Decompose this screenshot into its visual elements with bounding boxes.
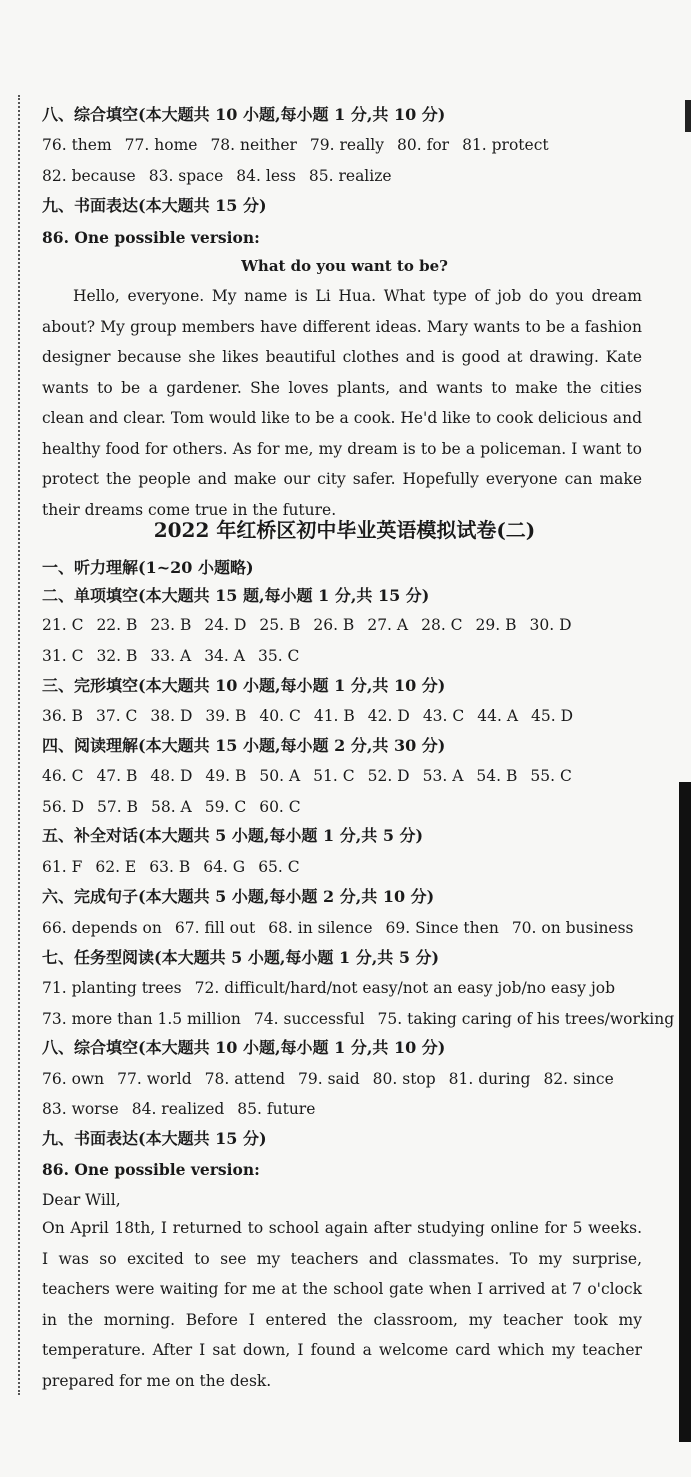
answer-row [42,857,313,877]
answer-item: 37. C [95,707,138,725]
answer-item: 29. B [475,616,517,634]
answer-item: 50. A [259,767,301,785]
answer-row [42,166,405,186]
answer-item: 58. A [150,798,192,816]
section-heading: 一、听力理解(1~20 小题略) [42,558,254,577]
answer-item: 70. on business [511,919,634,937]
answer-item: 25. B [259,616,301,634]
answer-item: 41. B [313,707,355,725]
answer-row [42,797,314,817]
answer-row [42,135,562,155]
section-heading: 四、阅读理解(本大题共 15 小题,每小题 2 分,共 30 分) [42,736,446,755]
binding-dotted-line [18,95,20,1395]
exam-title: 2022 年红桥区初中毕业英语模拟试卷(二) [153,518,536,542]
answer-item: 55. C [530,767,572,785]
answer-item: 31. C [42,647,84,665]
answer-row [42,978,628,998]
answer-item: 85. realize [308,167,392,185]
answer-row [42,1099,328,1119]
answer-row [42,1009,687,1029]
answer-item: 63. B [149,858,191,876]
answer-item: 45. D [531,707,574,725]
answer-item: 54. B [476,767,518,785]
answer-row [42,615,585,635]
answer-row [42,1069,627,1089]
answer-item: 72. difficult/hard/not easy/not an easy job/no easy job [194,979,616,997]
answer-row [42,918,647,938]
answer-item: 36. B [42,707,83,725]
answer-item: 80. stop [372,1070,436,1088]
section-heading: 三、完形填空(本大题共 10 小题,每小题 1 分,共 10 分) [42,676,446,695]
answer-item: 73. more than 1.5 million [42,1010,241,1028]
answer-item: 34. A [204,647,245,665]
answer-item: 53. A [422,767,464,785]
answer-item: 76. them [42,136,112,154]
answer-item: 21. C [42,616,84,634]
section-heading: 二、单项填空(本大题共 15 题,每小题 1 分,共 15 分) [42,586,430,605]
answer-item: 82. because [42,167,136,185]
answer-item: 79. really [309,136,384,154]
answer-item: 85. future [237,1100,316,1118]
answer-row [42,706,586,726]
answer-item: 24. D [204,616,247,634]
section-heading: 八、综合填空(本大题共 10 小题,每小题 1 分,共 10 分) [42,1038,446,1057]
answer-item: 78. attend [204,1070,285,1088]
answer-item: 35. C [257,647,300,665]
answer-item: 67. fill out [174,919,256,937]
essay-title: What do you want to be? [241,257,448,275]
answer-item: 76. own [42,1070,105,1088]
section-heading: 九、书面表达(本大题共 15 分) [42,196,267,215]
answer-item: 83. worse [42,1100,119,1118]
letter-greeting: Dear Will, [42,1191,121,1209]
answer-item: 47. B [96,767,138,785]
answer-item: 57. B [97,798,138,816]
essay-text [42,281,642,525]
answer-item: 80. for [397,136,450,154]
answer-item: 62. E [95,858,137,876]
section-heading: 七、任务型阅读(本大题共 5 小题,每小题 1 分,共 5 分) [42,948,440,967]
essay-paragraph: Hello, everyone. My name is Li Hua. What type of job do you dream about? My group members have different ideas. Mary wants to be a fashion designer because she likes beautiful clothes and is good at drawing. Kate wants to be a gardener. She loves plants, and wants to make the cities clean and clear. Tom would like to be a cook. He'd like to cook delicious and healthy food for others. As for me, my dream is to be a policeman. I want to protect the people and make our city safer. Hopefully everyone can make their dreams come true in the future. [42,287,642,519]
answer-item: 84. realized [131,1100,225,1118]
answer-row [42,646,312,666]
answer-item: 64. G [203,858,246,876]
scan-edge-mark [685,100,691,132]
answer-item: 82. since [543,1070,614,1088]
answer-item: 32. B [96,647,138,665]
answer-item: 59. C [204,798,247,816]
answer-item: 46. C [42,767,84,785]
sample-label: 86. One possible version: [42,1160,260,1179]
answer-item: 77. home [124,136,198,154]
answer-item: 69. Since then [385,919,499,937]
answer-item: 74. successful [253,1010,365,1028]
answer-item: 81. during [448,1070,531,1088]
section-heading: 六、完成句子(本大题共 5 小题,每小题 2 分,共 10 分) [42,887,435,906]
answer-item: 71. planting trees [42,979,182,997]
letter-text [42,1213,642,1396]
answer-item: 61. F [42,858,83,876]
answer-row [42,766,585,786]
section-heading: 八、综合填空(本大题共 10 小题,每小题 1 分,共 10 分) [42,105,446,124]
section-heading: 五、补全对话(本大题共 5 小题,每小题 1 分,共 5 分) [42,826,424,845]
answer-item: 30. D [529,616,572,634]
answer-item: 77. world [117,1070,192,1088]
answer-item: 84. less [236,167,296,185]
answer-item: 38. D [150,707,193,725]
answer-item: 42. D [367,707,410,725]
answer-item: 68. in silence [268,919,373,937]
answer-item: 78. neither [210,136,297,154]
answer-item: 39. B [205,707,247,725]
section-heading: 九、书面表达(本大题共 15 分) [42,1129,267,1148]
answer-item: 83. space [148,167,224,185]
answer-item: 52. D [367,767,410,785]
sample-label: 86. One possible version: [42,228,260,247]
scan-edge-shadow [679,782,691,1442]
answer-item: 51. C [313,767,355,785]
letter-paragraph: On April 18th, I returned to school again after studying online for 5 weeks. I was so excited to see my teachers and classmates. To my surprise, teachers were waiting for me at the school gate when I arrived at 7 o'clock in the morning. Before I entered the classroom, my teacher took my temperature. After I sat down, I found a welcome card which my teacher prepared for me on the desk. [42,1219,642,1390]
answer-item: 44. A [477,707,519,725]
answer-item: 27. A [367,616,409,634]
answer-item: 43. C [422,707,465,725]
answer-item: 23. B [150,616,192,634]
answer-item: 56. D [42,798,85,816]
answer-item: 81. protect [462,136,549,154]
answer-item: 40. C [259,707,301,725]
answer-item: 75. taking caring of his trees/working [377,1010,675,1028]
answer-item: 48. D [150,767,193,785]
answer-item: 60. C [259,798,301,816]
answer-item: 65. C [258,858,300,876]
answer-item: 79. said [298,1070,360,1088]
answer-item: 26. B [313,616,355,634]
answer-item: 33. A [150,647,192,665]
answer-item: 22. B [96,616,138,634]
answer-item: 49. B [205,767,247,785]
answer-item: 66. depends on [42,919,162,937]
answer-item: 28. C [421,616,463,634]
